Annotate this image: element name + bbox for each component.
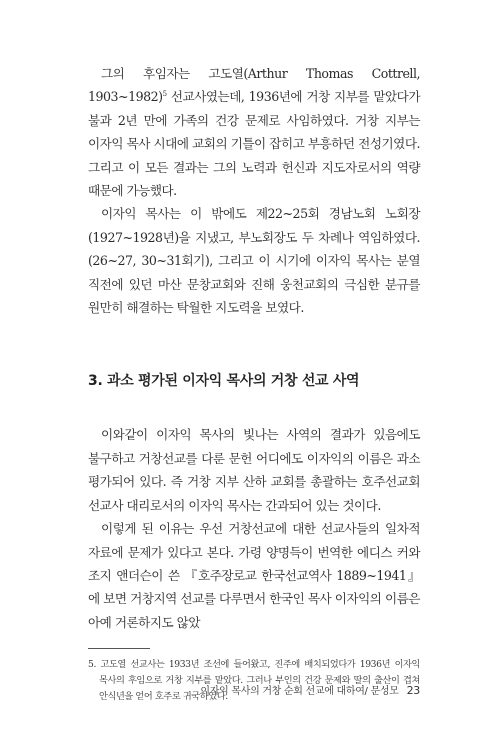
paragraph-1-part-a: 그의 후임자는 고도열(Arthur Thomas Cottrell, 1903~1982) [88,66,420,105]
body-paragraph-2: 이자익 목사는 이 밖에도 제22~25회 경남노회 노회장(1927~1928년)을 지냈고, 부노회장도 두 차례나 역임하였다.(26~27, 30~31회기), 그리고 이 시기에 이자익 목사는 분열 직전에 있던 마산 문창교회와 진해 웅천교회의 극심한 분규를 원만히 해결하는 탁월한 지도력을 보였다. [88,206,420,316]
footnote-5: 5. 고도열 선교사는 1933년 조선에 들어왔고, 진주에 배치되었다가 1936년 이자익 목사의 후임으로 거창 지부를 맡았다. 그러나 부인의 건강 문제와 딸의 출산이 겹쳐 안식년을 얻어 호주로 귀국하였다. [88,659,420,703]
body-paragraph-1 [88,62,420,202]
section-heading: 3. 과소 평가된 이자익 목사의 거창 선교 사역 [88,373,360,390]
page-body [88,62,420,705]
body-paragraph-3: 이와같이 이자익 목사의 빛나는 사역의 결과가 있음에도 불구하고 거창선교를 다룬 문헌 어디에도 이자익의 이름은 과소 평가되어 있다. 즉 거창 지부 산하 교회를 총괄하는 호주선교회 선교사 대리로서의 이자익 목사는 간과되어 있는 것이다. [88,427,420,513]
body-paragraph-4: 이렇게 된 이유는 우선 거창선교에 대한 선교사들의 일차적 자료에 문제가 있다고 본다. 가령 양명득이 번역한 에디스 커와 조지 앤더슨이 쓴 『호주장로교 한국선교역사 1889~1941』에 보면 거창지역 선교를 다루면서 한국인 목사 이자익의 이름은 아예 거론하지도 않았 [88,521,420,630]
footnote-divider [88,648,150,649]
paragraph-1-part-b: 선교사였는데, 1936년에 거창 지부를 맡았다가 불과 2년 만에 가족의 건강 문제로 사임하였다. 거창 지부는 이자익 목사 시대에 교회의 기틀이 잡히고 부흥하던 전성기였다. 그리고 이 모든 결과는 그의 노력과 헌신과 지도자로서의 역량 때문에 가능했다. [88,89,420,199]
running-footer [88,682,420,697]
running-title: 이자익 목사의 거창 순회 선교에 대하여/ 문성모 [200,686,399,697]
footnote-reference-5[interactable]: 5 [162,90,167,99]
page-number: 23 [406,684,420,697]
